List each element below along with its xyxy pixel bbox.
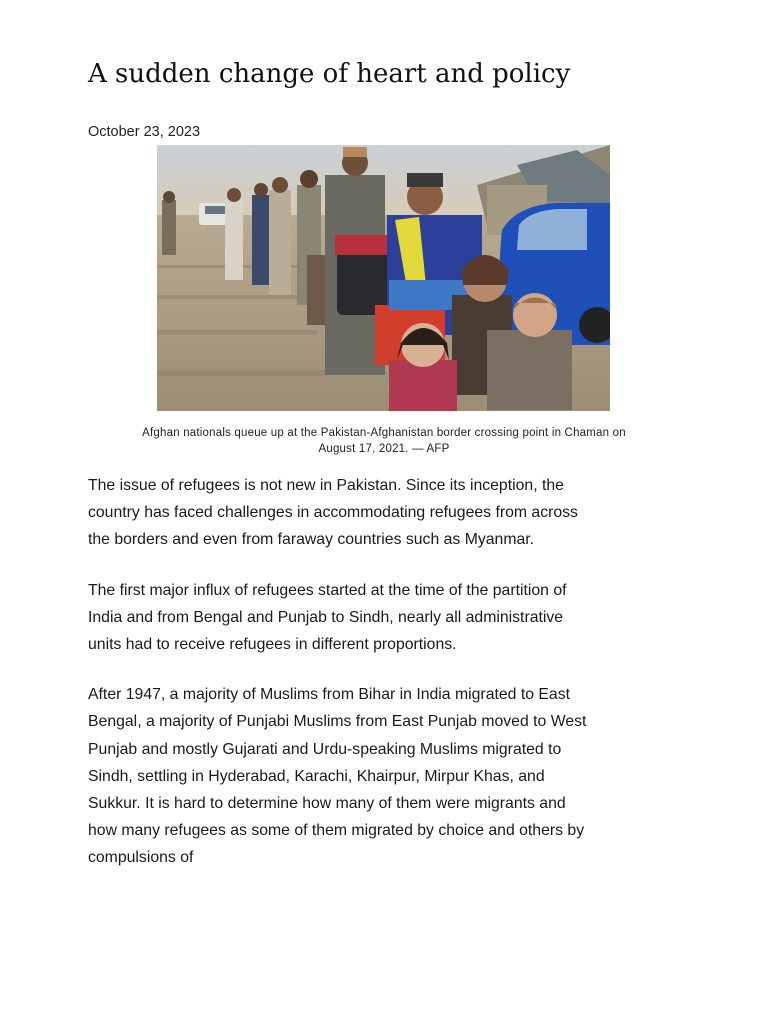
photo-illustration [157, 145, 610, 411]
paragraph: The issue of refugees is not new in Pakistan. Since its inception, the country has faced challenges in accommodating refugees from across the borders and even from faraway countries such as Myanmar. [88, 477, 578, 549]
article-photo [157, 145, 610, 411]
photo-caption: Afghan nationals queue up at the Pakistan-Afghanistan border crossing point in Chaman on August 17, 2021. — AFP [142, 427, 626, 455]
paragraph: The first major influx of refugees started at the time of the partition of India and from Bengal and Punjab to Sindh, nearly all administrative units had to receive refugees in different proportions. [88, 581, 567, 654]
article-date: October 23, 2023 [88, 124, 201, 140]
article-body [88, 472, 588, 895]
article-title: A sudden change of heart and policy [88, 59, 571, 89]
paragraph: After 1947, a majority of Muslims from Bihar in India migrated to East Bengal, a majority of Punjabi Muslims from East Punjab moved to West Punjab and mostly Gujarati and Urdu-speaking Muslims migrated to Sindh, settling in Hyderabad, Karachi, Khairpur, Mirpur Khas, and Sukkur. It is hard to determine how many of them were migrants and how many refugees as some of them migrated by choice and others by compulsions of [88, 686, 587, 867]
